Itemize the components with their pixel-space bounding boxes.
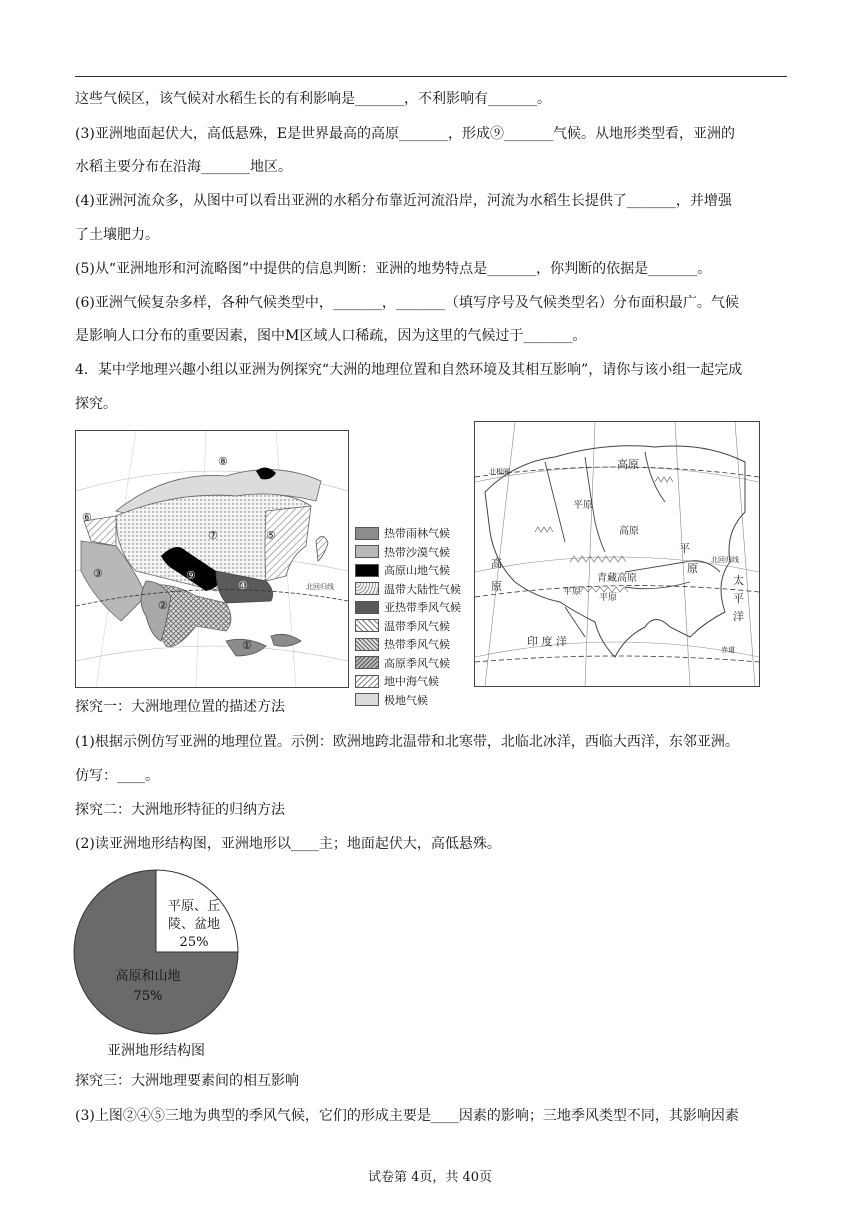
terrain-label: 平 (733, 592, 744, 605)
climate-label-5: ⑤ (266, 529, 276, 542)
terrain-label: 平原 (599, 593, 618, 603)
legend-label: 热带季风气候 (384, 638, 450, 652)
legend-item (355, 617, 467, 636)
text-line: (5)从“亚洲地形和河流略图”中提供的信息判断：亚洲的地势特点是_______，你判断的依据是_______。 (75, 261, 712, 277)
pie-label-small-b: 陵、盆地 (167, 917, 221, 932)
asia-terrain-river-map (474, 421, 760, 687)
legend-label: 温带季风气候 (384, 619, 450, 633)
legend-label: 高原山地气候 (384, 564, 450, 578)
terrain-label: 印 度 洋 (527, 635, 567, 648)
legend-item (355, 672, 467, 691)
terrain-label: 高 (491, 557, 502, 570)
terrain-label: 平原 (573, 500, 593, 511)
text-line: (3)上图②④⑤三地为典型的季风气候，它们的形成主要是____因素的影响；三地季风类型不同，其影响因素 (75, 1108, 739, 1124)
text-line: (2)读亚洲地形结构图，亚洲地形以____主；地面起伏大，高低悬殊。 (75, 836, 501, 852)
text-line: 4．某中学地理兴趣小组以亚洲为例探究“大洲的地理位置和自然环境及其相互影响”，请你与该小组一起完成 (75, 362, 743, 378)
pie-svg (72, 868, 240, 1036)
terrain-label: 洋 (733, 610, 744, 623)
climate-label-4: ④ (238, 579, 248, 592)
text-line: 是影响人口分布的重要因素，图中M区域人口稀疏，因为这里的气候过于_______。 (75, 328, 587, 344)
terrain-structure-pie (72, 868, 240, 1036)
legend-swatch (355, 638, 379, 651)
legend-label: 地中海气候 (384, 675, 439, 689)
legend-swatch (355, 656, 379, 669)
climate-label-1: ① (242, 639, 252, 652)
climate-legend (355, 524, 467, 709)
legend-label: 热带沙漠气候 (384, 545, 450, 559)
pie-title: 亚洲地形结构图 (107, 1043, 205, 1059)
legend-item (355, 543, 467, 562)
legend-item (355, 580, 467, 599)
text-line: (4)亚洲河流众多，从图中可以看出亚洲的水稻分布靠近河流沿岸，河流为水稻生长提供了_______，并增强 (75, 193, 732, 209)
pie-label-big: 高原和山地 (115, 969, 181, 984)
text-line: 仿写：____。 (75, 768, 159, 784)
asia-terrain-river-map-svg (475, 422, 759, 686)
text-line: (6)亚洲气候复杂多样，各种气候类型中，_______，_______（填写序号及气候类型名）分布面积最广。气候 (75, 295, 739, 311)
legend-swatch (355, 601, 379, 614)
climate-label-6: ⑥ (82, 511, 92, 524)
climate-label-9: ⑨ (186, 569, 196, 582)
asia-climate-map (75, 430, 349, 688)
legend-swatch (355, 545, 379, 558)
legend-swatch (355, 619, 379, 632)
legend-swatch (355, 527, 379, 540)
terrain-label: 赤道 (721, 646, 735, 654)
text-line: (3)亚洲地面起伏大，高低悬殊，E是世界最高的高原_______，形成⑨_______气候。从地形类型看，亚洲的 (75, 126, 736, 142)
terrain-label: 高原 (619, 526, 639, 537)
legend-label: 温带大陆性气候 (384, 582, 461, 596)
terrain-label: 北极圈 (489, 468, 510, 476)
legend-label: 热带雨林气候 (384, 527, 450, 541)
pie-percent-big: 75% (133, 989, 163, 1004)
terrain-label: 原 (687, 562, 698, 575)
text-line: 探究二：大洲地形特征的归纳方法 (75, 802, 285, 818)
climate-label-2: ② (158, 599, 168, 612)
asia-climate-map-svg (76, 431, 348, 687)
terrain-label: 青藏高原 (597, 573, 637, 584)
legend-swatch (355, 582, 379, 595)
tropic-label: 北回归线 (306, 584, 334, 591)
legend-swatch (355, 564, 379, 577)
pie-percent-small: 25% (179, 935, 209, 950)
terrain-label: 原 (491, 580, 502, 593)
terrain-label: 平原 (563, 587, 582, 597)
pie-label-small-a: 平原、丘 (167, 899, 221, 914)
legend-label: 高原季风气候 (384, 656, 450, 670)
legend-label: 极地气候 (384, 693, 428, 707)
text-line: 水稻主要分布在沿海_______地区。 (75, 159, 292, 175)
legend-item (355, 561, 467, 580)
climate-label-7: ⑦ (208, 529, 218, 542)
terrain-label: 高原 (617, 458, 639, 471)
text-line: (1)根据示例仿写亚洲的地理位置。示例：欧洲地跨北温带和北寒带，北临北冰洋，西临大西洋，东邻亚洲。 (75, 734, 739, 750)
legend-item (355, 654, 467, 673)
climate-label-3: ③ (93, 567, 103, 580)
terrain-label: 太 (733, 574, 744, 587)
text-line: 这些气候区，该气候对水稻生长的有利影响是_______，不利影响有_______。 (75, 91, 551, 107)
text-line: 探究三：大洲地理要素间的相互影响 (75, 1073, 299, 1089)
terrain-label: 北回归线 (711, 556, 739, 564)
legend-item (355, 524, 467, 543)
legend-label: 亚热带季风气候 (384, 601, 461, 615)
header-rule (75, 76, 787, 77)
climate-label-8: ⑧ (218, 455, 228, 468)
text-line: 探究。 (75, 396, 117, 412)
legend-item (355, 598, 467, 617)
text-line: 探究一：大洲地理位置的描述方法 (75, 699, 285, 715)
terrain-label: 平 (679, 542, 690, 555)
legend-item (355, 635, 467, 654)
legend-swatch (355, 675, 379, 688)
page-footer: 试卷第 4页，共 40页 (367, 1170, 493, 1185)
text-line: 了土壤肥力。 (75, 227, 159, 243)
